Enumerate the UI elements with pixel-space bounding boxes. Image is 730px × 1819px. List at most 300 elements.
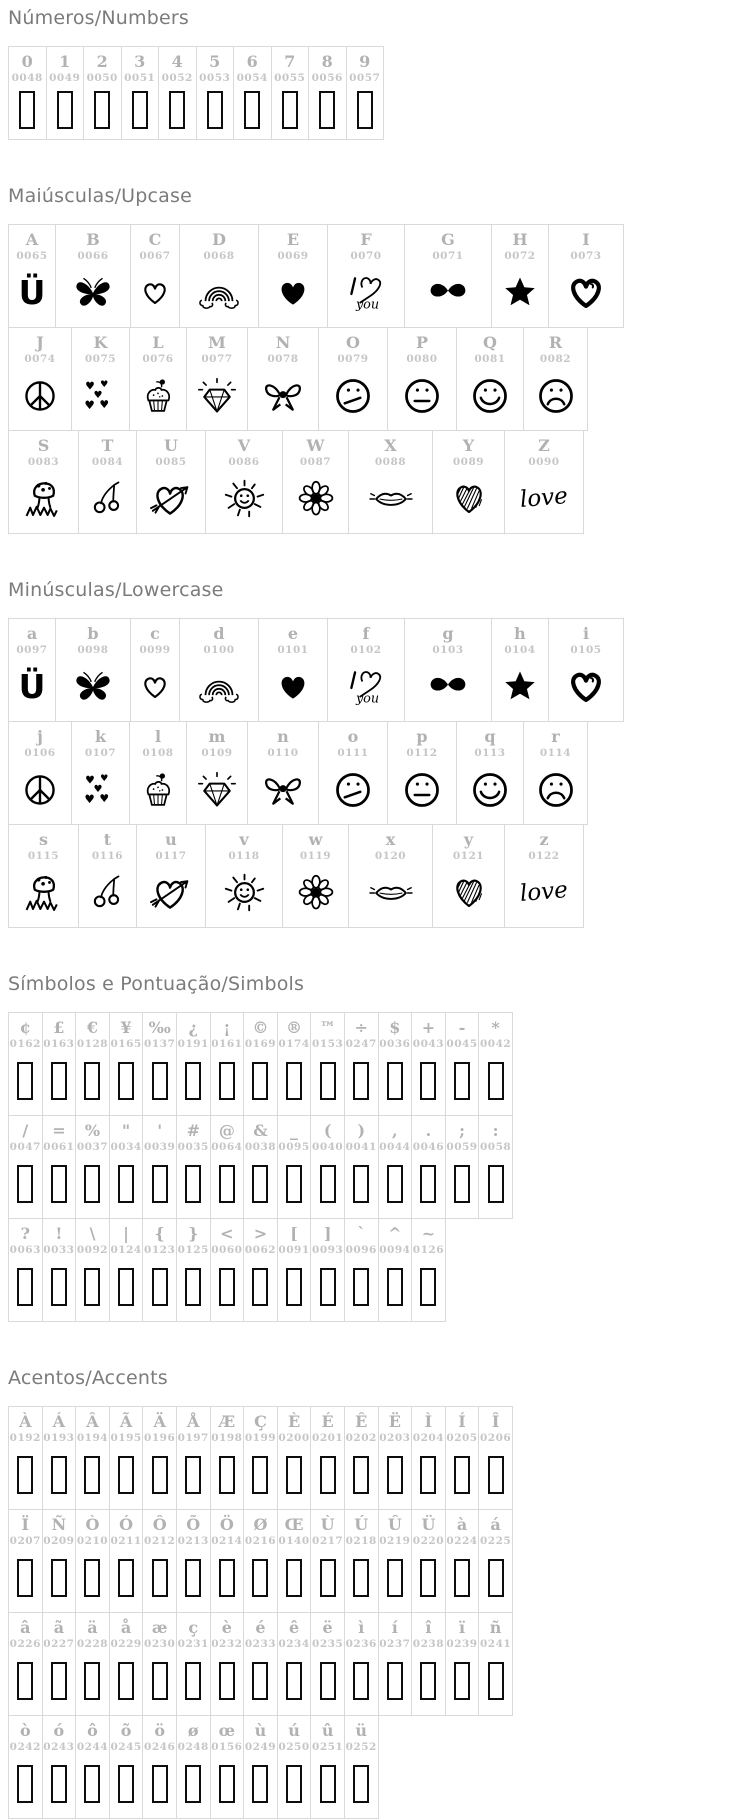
- char-label: (: [323, 1121, 332, 1140]
- char-code: 0116: [91, 850, 124, 862]
- char-code: 0061: [43, 1141, 75, 1153]
- char-code: 0118: [228, 850, 260, 862]
- char-cell-0210: [75, 1509, 110, 1613]
- char-label: Œ: [284, 1515, 304, 1534]
- char-code: 0237: [379, 1638, 411, 1650]
- char-row: [8, 46, 730, 140]
- char-code: 0068: [203, 250, 235, 262]
- char-code: 0229: [110, 1638, 142, 1650]
- missing-glyph-icon: [9, 85, 46, 139]
- missing-glyph-icon: [76, 1754, 109, 1818]
- char-cell-0224: [445, 1509, 480, 1613]
- char-label: }: [188, 1224, 199, 1243]
- char-cell-0233: [243, 1612, 278, 1716]
- char-cell-0045: [445, 1012, 480, 1116]
- char-cell-0231: [176, 1612, 211, 1716]
- char-cell-0078: [247, 327, 319, 431]
- char-code: 0239: [446, 1638, 478, 1650]
- char-code: 0042: [479, 1038, 512, 1050]
- char-label: È: [287, 1412, 301, 1431]
- char-code: 0044: [379, 1141, 411, 1153]
- char-code: 0210: [76, 1535, 109, 1547]
- char-cell-0063: [8, 1218, 43, 1322]
- char-code: 0117: [155, 850, 187, 862]
- char-cell-0034: [109, 1115, 144, 1219]
- char-cell-0226: [8, 1612, 43, 1716]
- char-code: 0107: [84, 747, 117, 759]
- char-cell-0216: [243, 1509, 278, 1613]
- char-code: 0198: [211, 1432, 243, 1444]
- sad-face-icon: [524, 760, 587, 824]
- char-code: 0246: [144, 1741, 176, 1753]
- char-cell-0069: [258, 224, 328, 328]
- char-code: 0060: [211, 1244, 243, 1256]
- char-code: 0094: [379, 1244, 411, 1256]
- missing-glyph-icon: [379, 1548, 412, 1612]
- char-code: 0234: [278, 1638, 310, 1650]
- char-row: [8, 1406, 730, 1510]
- char-label: #: [186, 1121, 200, 1140]
- char-cell-0251: [310, 1715, 345, 1819]
- char-cell-0116: [78, 824, 137, 928]
- char-cell-0107: [71, 721, 130, 825]
- char-label: Ú: [354, 1515, 369, 1534]
- neutral-face-icon: [388, 366, 456, 430]
- char-code: 0108: [142, 747, 174, 759]
- section-symbols: [8, 973, 730, 1322]
- missing-glyph-icon: [143, 1051, 176, 1115]
- missing-glyph-icon: [9, 1154, 42, 1218]
- missing-glyph-icon: [211, 1548, 244, 1612]
- char-cell-0237: [378, 1612, 413, 1716]
- missing-glyph-icon: [244, 1754, 277, 1818]
- char-label: Î: [491, 1412, 500, 1431]
- char-code: 0196: [144, 1432, 176, 1444]
- char-cell-0037: [75, 1115, 110, 1219]
- char-code: 0115: [27, 850, 60, 862]
- char-code: 0211: [110, 1535, 142, 1547]
- char-label: ™: [319, 1018, 336, 1037]
- char-cell-0104: [491, 618, 549, 722]
- char-label: ì: [358, 1618, 365, 1637]
- char-code: 0231: [177, 1638, 209, 1650]
- char-cell-0202: [344, 1406, 379, 1510]
- char-label: ö: [154, 1721, 165, 1740]
- char-label: ñ: [489, 1618, 502, 1637]
- char-cell-0113: [456, 721, 524, 825]
- char-code: 0078: [267, 353, 299, 365]
- neutral-face-icon: [388, 760, 456, 824]
- char-code: 0081: [474, 353, 506, 365]
- char-code: 0095: [278, 1141, 310, 1153]
- svg-text:♥: ♥: [93, 390, 102, 401]
- char-code: 0114: [539, 747, 572, 759]
- missing-glyph-icon: [244, 1051, 277, 1115]
- char-cell-0120: [348, 824, 433, 928]
- flower-icon: [283, 863, 348, 927]
- section-lowercase: [8, 579, 730, 928]
- section-title-accents: Acentos/Accents: [8, 1367, 168, 1389]
- char-row: [8, 1115, 730, 1219]
- char-code: 0199: [244, 1432, 277, 1444]
- char-cell-0082: [523, 327, 588, 431]
- char-code: 0051: [124, 72, 156, 84]
- missing-glyph-icon: [345, 1257, 378, 1321]
- char-code: 0096: [345, 1244, 377, 1256]
- char-label: f: [362, 624, 370, 643]
- char-code: 0226: [9, 1638, 41, 1650]
- missing-glyph-icon: [412, 1257, 445, 1321]
- section-title-lowercase: Minúsculas/Lowercase: [8, 579, 224, 601]
- char-cell-0126: [411, 1218, 446, 1322]
- char-cell-0041: [344, 1115, 379, 1219]
- char-label: k: [94, 727, 107, 746]
- char-code: 0037: [76, 1141, 109, 1153]
- char-label: ä: [87, 1618, 98, 1637]
- char-label: É: [321, 1412, 334, 1431]
- char-cell-0053: [196, 46, 235, 140]
- char-label: â: [20, 1618, 31, 1637]
- missing-glyph-icon: [76, 1154, 109, 1218]
- section-title-symbols: Símbolos e Pontuação/Simbols: [8, 973, 305, 995]
- char-cell-0101: [258, 618, 328, 722]
- love-script-icon: love: [519, 482, 569, 514]
- char-code: 0059: [446, 1141, 478, 1153]
- sun-icon: [206, 863, 282, 927]
- char-code: 0064: [211, 1141, 243, 1153]
- char-code: 0070: [350, 250, 382, 262]
- char-label: o: [347, 727, 359, 746]
- char-code: 0243: [43, 1741, 75, 1753]
- char-code: 0048: [11, 72, 43, 84]
- missing-glyph-icon: [311, 1754, 344, 1818]
- missing-glyph-icon: [177, 1651, 210, 1715]
- char-label: i: [582, 624, 590, 643]
- char-label: [: [290, 1224, 298, 1243]
- char-code: 0101: [277, 644, 309, 656]
- char-label: ÷: [354, 1018, 368, 1037]
- char-label: <: [220, 1224, 234, 1243]
- char-code: 0109: [201, 747, 233, 759]
- missing-glyph-icon: [110, 1548, 143, 1612]
- char-cell-0055: [271, 46, 310, 140]
- char-label: Ø: [253, 1515, 268, 1534]
- char-cell-0205: [445, 1406, 480, 1510]
- char-code: 0090: [528, 456, 560, 468]
- char-label: -: [458, 1018, 466, 1037]
- missing-glyph-icon: [43, 1051, 76, 1115]
- char-label: æ: [151, 1618, 168, 1637]
- char-label: 5: [209, 52, 221, 71]
- char-label: *: [491, 1018, 500, 1037]
- char-label: ú: [288, 1721, 300, 1740]
- char-code: 0106: [24, 747, 56, 759]
- char-code: 0112: [406, 747, 438, 759]
- char-label: L: [152, 333, 164, 352]
- char-label: ~: [421, 1224, 436, 1243]
- char-code: 0075: [84, 353, 117, 365]
- hearts-cluster-icon: [72, 760, 129, 824]
- char-cell-0203: [378, 1406, 413, 1510]
- char-code: 0232: [211, 1638, 243, 1650]
- char-code: 0076: [142, 353, 174, 365]
- char-cell-0051: [121, 46, 160, 140]
- char-code: 0045: [446, 1038, 478, 1050]
- char-label: Y: [462, 436, 475, 455]
- char-cell-0080: [387, 327, 457, 431]
- char-cell-0217: [310, 1509, 345, 1613]
- missing-glyph-icon: [379, 1154, 412, 1218]
- char-cell-0192: [8, 1406, 43, 1510]
- missing-glyph-icon: [43, 1154, 76, 1218]
- char-label: V: [237, 436, 251, 455]
- char-cell-0070: [327, 224, 405, 328]
- char-label: B: [86, 230, 100, 249]
- char-label: r: [551, 727, 560, 746]
- missing-glyph-icon: [143, 1548, 176, 1612]
- char-label: ;: [459, 1121, 465, 1140]
- char-row: [8, 824, 730, 928]
- char-cell-0050: [83, 46, 122, 140]
- char-code: 0219: [379, 1535, 411, 1547]
- missing-glyph-icon: [84, 85, 121, 139]
- char-code: 0104: [504, 644, 536, 656]
- char-cell-0072: [491, 224, 549, 328]
- char-label: 0: [21, 52, 33, 71]
- missing-glyph-icon: [76, 1445, 109, 1509]
- missing-glyph-icon: [177, 1445, 210, 1509]
- missing-glyph-icon: [278, 1445, 311, 1509]
- char-cell-0102: [327, 618, 405, 722]
- char-cell-0123: [142, 1218, 177, 1322]
- char-cell-0199: [243, 1406, 278, 1510]
- missing-glyph-icon: [311, 1051, 344, 1115]
- char-cell-0197: [176, 1406, 211, 1510]
- missing-glyph-icon: [143, 1445, 176, 1509]
- char-cell-0220: [411, 1509, 446, 1613]
- char-label: p: [416, 727, 428, 746]
- char-code: 0217: [312, 1535, 344, 1547]
- char-cell-0044: [378, 1115, 413, 1219]
- sad-face-icon: [524, 366, 587, 430]
- char-code: 0214: [211, 1535, 243, 1547]
- svg-text:♥: ♥: [99, 379, 108, 391]
- char-label: ê: [288, 1618, 300, 1637]
- missing-glyph-icon: [446, 1154, 479, 1218]
- love-script-icon: love: [519, 876, 569, 908]
- char-code: 0241: [479, 1638, 512, 1650]
- section-title-numbers: Números/Numbers: [8, 7, 189, 29]
- char-label: ‰: [148, 1018, 171, 1037]
- char-code: 0140: [278, 1535, 310, 1547]
- char-label: Ç: [254, 1412, 267, 1431]
- char-code: 0195: [110, 1432, 142, 1444]
- char-code: 0249: [244, 1741, 277, 1753]
- missing-glyph-icon: [211, 1754, 244, 1818]
- char-label: Q: [483, 333, 497, 352]
- char-label: W: [306, 436, 325, 455]
- heart-small-icon: [131, 263, 179, 327]
- char-code: 0174: [278, 1038, 310, 1050]
- char-cell-0249: [243, 1715, 278, 1819]
- char-cell-0209: [42, 1509, 77, 1613]
- char-label: £: [53, 1018, 65, 1037]
- missing-glyph-icon: [345, 1445, 378, 1509]
- char-code: 0083: [27, 456, 60, 468]
- char-cell-0097: [8, 618, 56, 722]
- char-cell-0213: [176, 1509, 211, 1613]
- char-cell-0196: [142, 1406, 177, 1510]
- heart-bold-icon: [549, 263, 623, 327]
- char-cell-0033: [42, 1218, 77, 1322]
- char-cell-0096: [344, 1218, 379, 1322]
- char-cell-0079: [318, 327, 388, 431]
- char-label: Á: [52, 1412, 66, 1431]
- char-cell-0093: [310, 1218, 345, 1322]
- char-cell-0243: [42, 1715, 77, 1819]
- missing-glyph-icon: [110, 1754, 143, 1818]
- char-code: 0066: [77, 250, 109, 262]
- mustache-icon: [405, 263, 491, 327]
- char-row: [8, 430, 730, 534]
- char-cell-0235: [310, 1612, 345, 1716]
- char-cell-0193: [42, 1406, 77, 1510]
- char-code: 0230: [144, 1638, 176, 1650]
- section-uppercase: [8, 185, 730, 534]
- char-code: 0087: [299, 456, 332, 468]
- char-code: 0245: [110, 1741, 142, 1753]
- char-cell-0162: [8, 1012, 43, 1116]
- i-love-you-icon: [328, 657, 404, 721]
- char-code: 0225: [479, 1535, 512, 1547]
- char-cell-0124: [109, 1218, 144, 1322]
- char-cell-0046: [411, 1115, 446, 1219]
- char-row: [8, 1218, 730, 1322]
- char-cell-0241: [478, 1612, 513, 1716]
- missing-glyph-icon: [76, 1257, 109, 1321]
- char-label: Ë: [388, 1412, 401, 1431]
- char-label: Z: [538, 436, 550, 455]
- char-cell-0230: [142, 1612, 177, 1716]
- char-label: ï: [458, 1618, 466, 1637]
- char-cell-0042: [478, 1012, 513, 1116]
- char-label: E: [286, 230, 300, 249]
- char-code: 0054: [236, 72, 268, 84]
- char-code: 0228: [76, 1638, 109, 1650]
- char-cell-0038: [243, 1115, 278, 1219]
- char-label: A: [25, 230, 39, 249]
- char-cell-0057: [346, 46, 385, 140]
- char-code: 0165: [110, 1038, 142, 1050]
- char-label: 8: [321, 52, 333, 71]
- char-label: F: [360, 230, 372, 249]
- missing-glyph-icon: [412, 1651, 445, 1715]
- missing-glyph-icon: [9, 1445, 42, 1509]
- butterfly-icon: [56, 263, 130, 327]
- char-label: :: [492, 1121, 499, 1140]
- char-label: ô: [87, 1721, 98, 1740]
- char-cell-0111: [318, 721, 388, 825]
- missing-glyph-icon: [122, 85, 159, 139]
- char-label: ¿: [188, 1018, 198, 1037]
- char-cell-0090: [504, 430, 584, 534]
- char-code: 0137: [144, 1038, 176, 1050]
- char-cell-0083: [8, 430, 79, 534]
- char-cell-0137: [142, 1012, 177, 1116]
- char-code: 0085: [155, 456, 187, 468]
- char-label: `: [357, 1224, 366, 1243]
- missing-glyph-icon: [9, 1257, 42, 1321]
- char-label: {: [154, 1224, 165, 1243]
- missing-glyph-icon: [177, 1754, 210, 1818]
- missing-glyph-icon: [311, 1548, 344, 1612]
- char-cell-0086: [205, 430, 283, 534]
- char-label: e: [287, 624, 299, 643]
- char-cell-0035: [176, 1115, 211, 1219]
- char-label: Ó: [119, 1515, 134, 1534]
- char-label: Ê: [355, 1412, 368, 1431]
- char-label: t: [103, 830, 112, 849]
- char-label: I: [582, 230, 590, 249]
- char-row: [8, 224, 730, 328]
- char-code: 0163: [43, 1038, 75, 1050]
- missing-glyph-icon: [412, 1154, 445, 1218]
- missing-glyph-icon: [278, 1651, 311, 1715]
- char-label: 6: [246, 52, 258, 71]
- svg-text:♥: ♥: [83, 791, 95, 806]
- char-code: 0113: [474, 747, 506, 759]
- missing-glyph-icon: [311, 1651, 344, 1715]
- char-label: î: [425, 1618, 432, 1637]
- missing-glyph-icon: [446, 1051, 479, 1115]
- missing-glyph-icon: [412, 1051, 445, 1115]
- missing-glyph-icon: [379, 1445, 412, 1509]
- char-label: /: [22, 1121, 29, 1140]
- char-code: 0111: [337, 747, 369, 759]
- char-label: x: [385, 830, 396, 849]
- char-code: 0055: [274, 72, 306, 84]
- char-cell-0165: [109, 1012, 144, 1116]
- char-code: 0119: [299, 850, 332, 862]
- char-cell-0128: [75, 1012, 110, 1116]
- char-code: 0041: [345, 1141, 377, 1153]
- char-cell-0212: [142, 1509, 177, 1613]
- peace-icon: [9, 760, 71, 824]
- char-label: À: [19, 1412, 32, 1431]
- char-label: w: [308, 830, 323, 849]
- char-row: [8, 1509, 730, 1613]
- missing-glyph-icon: [76, 1548, 109, 1612]
- svg-text:♥: ♥: [93, 784, 102, 795]
- char-code: 0128: [76, 1038, 109, 1050]
- char-label: û: [321, 1721, 334, 1740]
- char-cell-0198: [210, 1406, 245, 1510]
- char-label: Ã: [119, 1412, 133, 1431]
- char-cell-0087: [282, 430, 349, 534]
- missing-glyph-icon: [479, 1154, 512, 1218]
- char-cell-0218: [344, 1509, 379, 1613]
- missing-glyph-icon: [244, 1548, 277, 1612]
- char-code: 0046: [412, 1141, 445, 1153]
- char-label: å: [120, 1618, 132, 1637]
- char-label: z: [539, 830, 549, 849]
- missing-glyph-icon: [76, 1051, 109, 1115]
- missing-glyph-icon: [311, 1445, 344, 1509]
- bow-icon: [248, 366, 318, 430]
- missing-glyph-icon: [47, 85, 84, 139]
- char-cell-0214: [210, 1509, 245, 1613]
- char-label: n: [277, 727, 289, 746]
